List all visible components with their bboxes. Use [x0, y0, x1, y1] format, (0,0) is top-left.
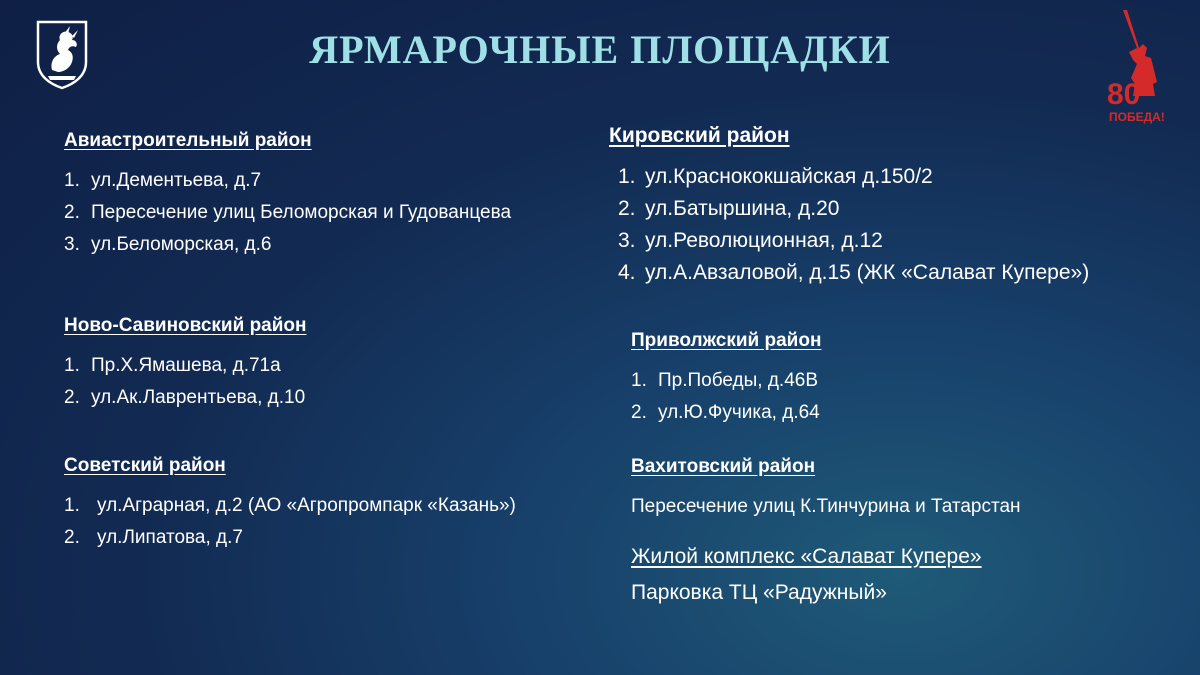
district-heading: Ново-Савиновский район [64, 315, 307, 336]
district-heading: Вахитовский район [631, 456, 816, 477]
list-item: 2. Пересечение улиц Беломорская и Гудованцева [64, 202, 512, 223]
complex-heading: Жилой комплекс «Салават Купере» [631, 545, 982, 568]
list-item: 3. ул.Революционная, д.12 [618, 229, 883, 252]
district-heading: Приволжский район [631, 330, 822, 351]
location-text: Парковка ТЦ «Радужный» [631, 581, 887, 604]
list-item: 1. ул.Аграрная, д.2 (АО «Агропромпарк «Казань») [64, 495, 516, 516]
district-sovetsky [64, 455, 516, 554]
complex-salavat-kupere [631, 545, 982, 609]
district-heading: Советский район [64, 455, 226, 476]
district-novosavinovsky [64, 315, 307, 414]
list-item: 1. ул.Краснококшайская д.150/2 [618, 165, 933, 188]
victory-80-badge-icon [1103, 8, 1169, 130]
district-aviastroitelny [64, 130, 511, 261]
list-item: 2. ул.Батыршина, д.20 [618, 197, 840, 220]
district-heading: Авиастроительный район [64, 130, 312, 151]
badge-word: ПОБЕДА! [1109, 110, 1165, 124]
district-privolzhsky [631, 330, 821, 429]
list-item: 4. ул.А.Авзаловой, д.15 (ЖК «Салават Купере») [618, 261, 1090, 284]
list-item: 1. Пр.Победы, д.46В [631, 370, 819, 391]
list-item: 2. ул.Ак.Лаврентьева, д.10 [64, 387, 306, 408]
list-item: 1. Пр.Х.Ямашева, д.71а [64, 355, 281, 376]
district-heading: Кировский район [609, 124, 790, 147]
badge-number: 80 [1107, 78, 1141, 111]
list-item: 2. ул.Ю.Фучика, д.64 [631, 402, 820, 423]
district-vakhitovsky [631, 456, 1021, 523]
location-text: Пересечение улиц К.Тинчурина и Татарстан [631, 496, 1021, 517]
list-item: 1. ул.Дементьева, д.7 [64, 170, 262, 191]
list-item: 2. ул.Липатова, д.7 [64, 527, 243, 548]
page-title: ЯРМАРОЧНЫЕ ПЛОЩАДКИ [309, 27, 891, 72]
list-item: 3. ул.Беломорская, д.6 [64, 234, 272, 255]
district-kirovsky [609, 124, 1089, 289]
